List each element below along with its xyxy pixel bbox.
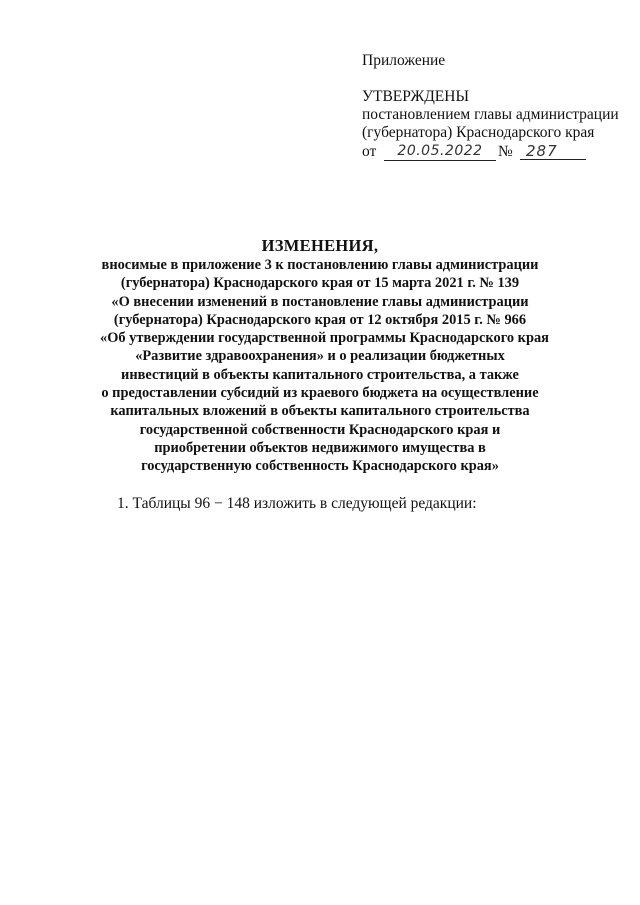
approved-by-line-1: постановлением главы администрации <box>362 106 619 123</box>
subtitle-line: «Об утверждении государственной программы Краснодарского края <box>100 330 549 347</box>
subtitle-line: (губернатора) Краснодарского края от 12 октября 2015 г. № 966 <box>113 311 527 328</box>
approved-label: УТВЕРЖДЕНЫ <box>362 88 469 105</box>
approved-by-line-2: (губернатора) Краснодарского края <box>362 124 595 141</box>
subtitle-line: государственную собственность Краснодарского края» <box>141 458 499 475</box>
approval-block <box>362 52 634 163</box>
subtitle-line: вносимые в приложение 3 к постановлению главы администрации <box>101 257 539 273</box>
paragraph-1: 1. Таблицы 96 − 148 изложить в следующей редакции: <box>117 495 477 512</box>
subtitle-line: приобретении объектов недвижимого имущества в <box>154 439 486 456</box>
heading-title: ИЗМЕНЕНИЯ, <box>261 236 379 255</box>
annex-label: Приложение <box>362 52 446 69</box>
subtitle-line: о предоставлении субсидий из краевого бюджета на осуществление <box>101 385 539 402</box>
date-prefix: от <box>362 143 377 160</box>
date-number-line <box>362 143 634 163</box>
subtitle-line: инвестиций в объекты капитального строительства, а также <box>121 366 519 383</box>
handwritten-date: 20.05.2022 <box>384 143 496 161</box>
document-heading <box>100 236 549 476</box>
subtitle-line: государственной собственности Краснодарского края и <box>139 421 501 438</box>
handwritten-number: 287 <box>520 143 586 160</box>
heading-subtitle <box>100 256 549 476</box>
subtitle-line: капитальных вложений в объекты капитального строительства <box>110 403 530 420</box>
subtitle-line: «Развитие здравоохранения» и о реализации бюджетных <box>135 348 505 365</box>
subtitle-line: (губернатора) Краснодарского края от 15 марта 2021 г. № 139 <box>120 275 520 292</box>
subtitle-line: «О внесении изменений в постановление главы администрации <box>111 293 529 310</box>
number-prefix: № <box>498 143 513 160</box>
